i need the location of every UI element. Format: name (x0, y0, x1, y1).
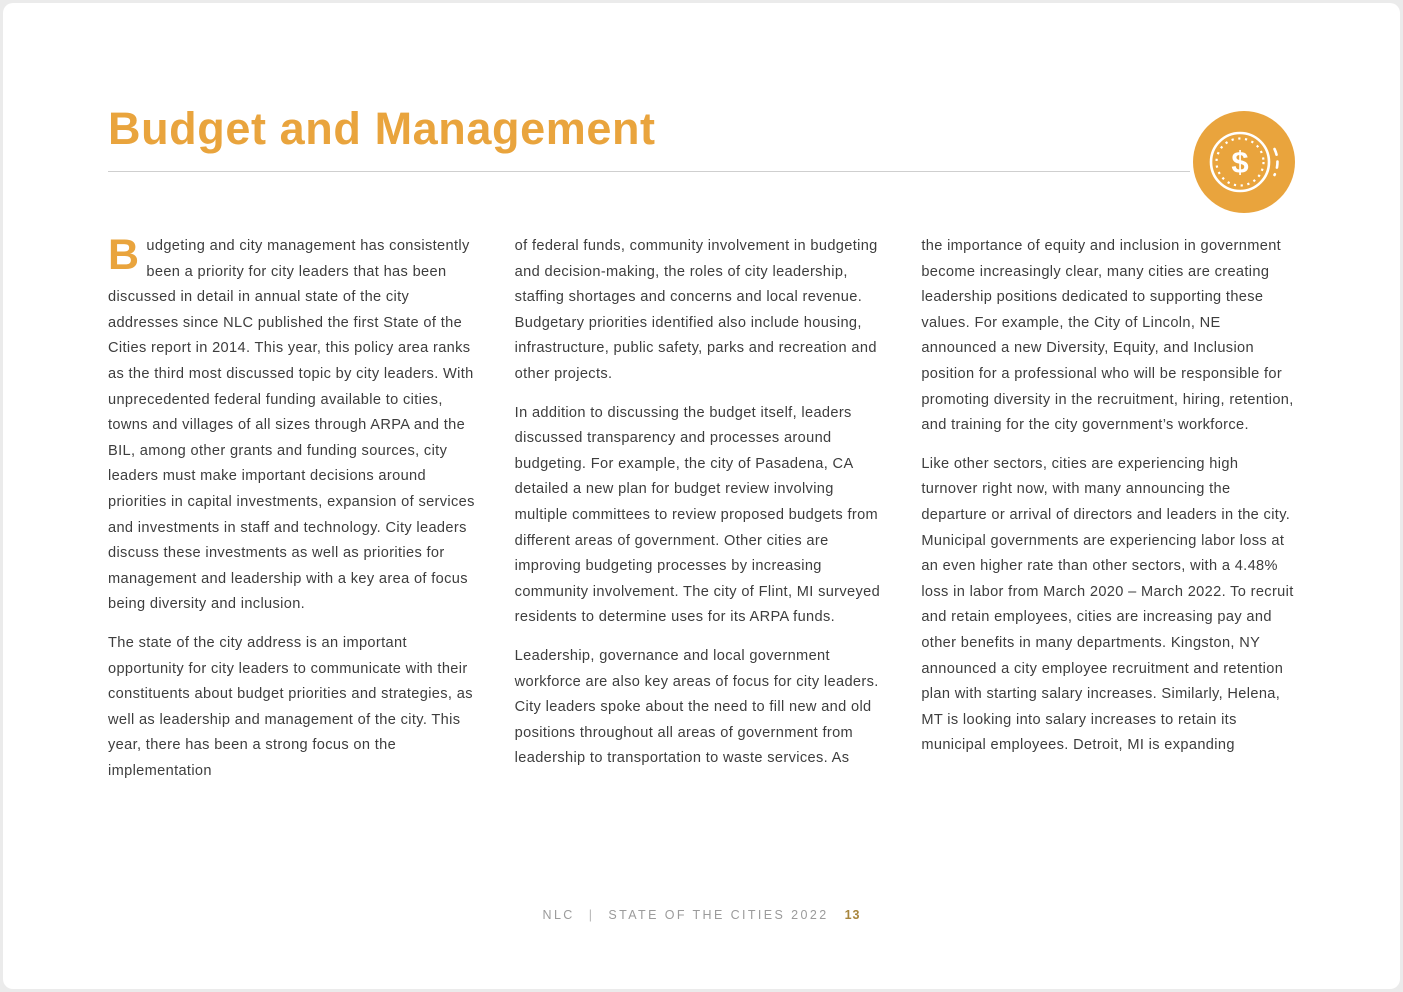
footer-separator: | (588, 908, 595, 922)
paragraph: Leadership, governance and local government workforce are also key areas of focus for city leaders. City leaders spoke about the need to fill new and old positions throughout all areas of government from leadership to transportation to waste services. As (514, 647, 879, 767)
paragraph: the importance of equity and inclusion in government become increasingly clear, many cities are creating leadership positions dedicated to supporting these values. For example, the City of Lincoln, NE announced a new Diversity, Equity, and Inclusion position for a professional who will be responsible for promoting diversity in the recruitment, hiring, retention, and training for the city government’s workforce. (921, 238, 1294, 434)
footer-page-number: 13 (844, 908, 861, 922)
paragraph: The state of the city address is an important opportunity for city leaders to communicate with their constituents about budget priorities and strategies, as well as leadership and management of the city. This year, there has been a strong focus on the implementation (108, 634, 473, 779)
page-footer (3, 908, 1400, 922)
footer-report-title: STATE OF THE CITIES 2022 (608, 908, 829, 922)
paragraph: In addition to discussing the budget itself, leaders discussed transparency and processes around budgeting. For example, the city of Pasadena, CA detailed a new plan for budget review involving multiple committees to review proposed budgets from different areas of government. Other cities are improving budgeting processes by increasing community involvement. The city of Flint, MI surveyed residents to determine uses for its ARPA funds. (514, 404, 881, 626)
drop-cap: B (108, 231, 140, 279)
paragraph (108, 231, 482, 618)
text-column-2 (515, 234, 889, 797)
paragraph-text: udgeting and city management has consistently been a priority for city leaders that has been discussed in detail in annual state of the city addresses since NLC published the first State of the Cities report in 2014. This year, this policy area ranks as the third most discussed topic by city leaders. With unprecedented federal funding available to cities, towns and villages of all sizes through ARPA and the BIL, among other grants and funding sources, city leaders must make important decisions around priorities in capital investments, expansion of services and investments in staff and technology. City leaders discuss these investments as well as priorities for management and leadership with a key area of focus being diversity and inclusion. (108, 238, 475, 613)
page-header (108, 103, 1295, 180)
report-page (3, 3, 1400, 989)
article-body (108, 231, 1295, 797)
page-title: Budget and Management (108, 103, 1190, 172)
paragraph: Like other sectors, cities are experiencing high turnover right now, with many announcing the departure or arrival of directors and leaders in the city. Municipal governments are experiencing labor loss at an even higher rate than other sectors, with a 4.48% loss in labor from March 2020 – March 2022. To recruit and retain employees, cities are increasing pay and other benefits in many departments. Kingston, NY announced a city employee recruitment and retention plan with starting salary increases. Similarly, Helena, MT is looking into salary increases to retain its municipal employees. Detroit, MI is expanding (921, 455, 1294, 754)
text-column-3 (921, 234, 1295, 797)
svg-text:$: $ (1231, 144, 1249, 180)
footer-org: NLC (542, 908, 575, 922)
text-column-1 (108, 231, 482, 797)
paragraph: of federal funds, community involvement in budgeting and decision-making, the roles of city leadership, staffing shortages and concerns and local revenue. Budgetary priorities identified also include housing, infrastructure, public safety, parks and recreation and other projects. (514, 238, 878, 382)
dollar-coin-icon (1193, 111, 1295, 213)
